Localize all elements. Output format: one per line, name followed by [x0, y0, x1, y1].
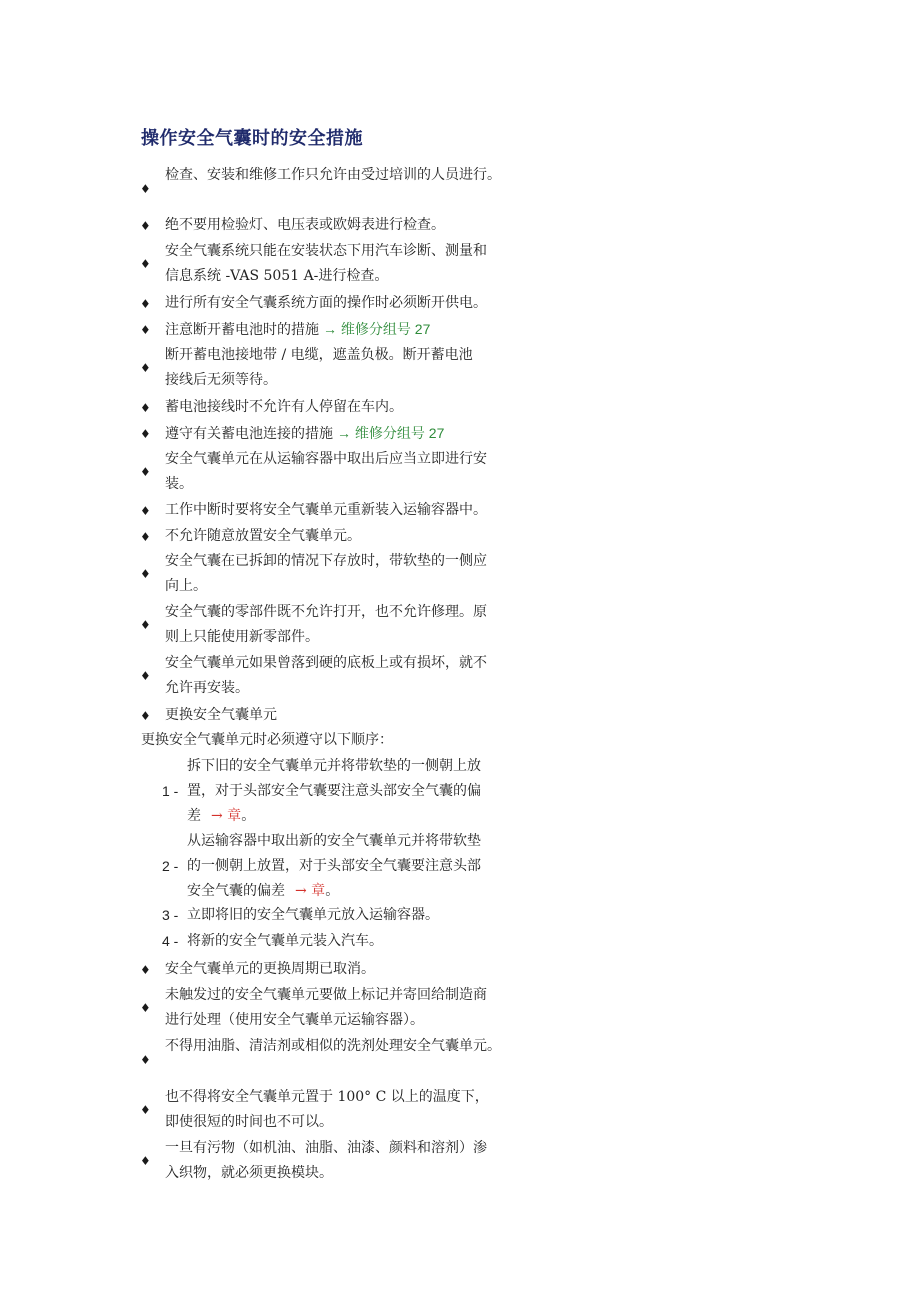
step-line: [187, 929, 383, 954]
list-item-text: 未触发过的安全气囊单元要做上标记并寄回给制造商: [165, 987, 487, 1003]
list-item-text: 遵守有关蓄电池连接的措施: [165, 426, 333, 442]
list-item-text: 更换安全气囊单元: [165, 707, 277, 723]
chapter-link[interactable]: → 章: [295, 883, 326, 899]
list-item-line: [165, 1085, 530, 1110]
list-item-text: 入织物，就必须更换模块。: [165, 1165, 333, 1181]
list-item-text: 进行所有安全气囊系统方面的操作时必须断开供电。: [165, 295, 487, 311]
bullet-icon: ♦: [140, 297, 151, 311]
list-item-line: [165, 343, 530, 368]
list-item-line: [165, 1110, 530, 1135]
list-item-line: [165, 447, 530, 472]
step-text: 从运输容器中取出新的安全气囊单元并将带软垫: [187, 833, 481, 849]
bullet-icon: ♦: [140, 530, 151, 544]
bullet-icon: ♦: [140, 465, 151, 479]
repair-group-link[interactable]: → 维修分组号 27: [323, 321, 431, 337]
list-item-line: [165, 676, 530, 701]
list-item-line: [165, 368, 530, 393]
bullet-icon: ♦: [140, 219, 151, 233]
bullet-icon: ♦: [140, 427, 151, 441]
list-item-text: 注意断开蓄电池时的措施: [165, 322, 319, 338]
list-item-text: 绝不要用检验灯、电压表或欧姆表进行检查。: [165, 217, 445, 233]
list-item-line: [165, 1008, 530, 1033]
list-item-line: [165, 957, 530, 982]
sequence-intro: 更换安全气囊单元时必须遵守以下顺序：: [141, 732, 393, 748]
list-item-line: [165, 549, 530, 574]
list-item-line: [165, 264, 530, 289]
step-text: 将新的安全气囊单元装入汽车。: [187, 933, 383, 949]
bullet-icon: ♦: [140, 401, 151, 415]
step-line: [187, 804, 255, 829]
list-item-text: 不允许随意放置安全气囊单元。: [165, 528, 361, 544]
list-item-text: 安全气囊的零部件既不允许打开，也不允许修理。原: [165, 604, 487, 620]
bullet-icon: ♦: [140, 323, 151, 337]
list-item-text: 向上。: [165, 578, 207, 594]
list-item-text: 安全气囊单元在从运输容器中取出后应当立即进行安: [165, 451, 487, 467]
list-item-line: [165, 421, 530, 447]
list-item-text: 检查、安装和维修工作只允许由受过培训的人员进行。: [165, 167, 501, 183]
list-item-text: 不得用油脂、清洁剂或相似的洗剂处理安全气囊单元。: [165, 1038, 501, 1054]
bullet-icon: ♦: [140, 618, 151, 632]
bullet-icon: ♦: [140, 1103, 151, 1117]
list-item-text: 接线后无须等待。: [165, 372, 277, 388]
step-line: [187, 754, 481, 779]
list-item-line: [165, 163, 530, 188]
step-line: [187, 854, 481, 879]
bullet-icon: ♦: [140, 669, 151, 683]
list-item-line: [165, 600, 530, 625]
step-line: [187, 829, 481, 854]
list-item-text: 工作中断时要将安全气囊单元重新装入运输容器中。: [165, 502, 487, 518]
list-item-text: 装。: [165, 476, 193, 492]
step-line: [187, 779, 481, 804]
bullet-icon: ♦: [140, 504, 151, 518]
step-text: 的一侧朝上放置，对于头部安全气囊要注意头部: [187, 858, 481, 874]
list-item-line: [165, 703, 530, 728]
list-item-line: [165, 1034, 530, 1059]
step-end-punct: 。: [325, 883, 340, 899]
list-item-text: 安全气囊单元的更换周期已取消。: [165, 961, 375, 977]
list-item-line: [165, 317, 530, 343]
step-text: 拆下旧的安全气囊单元并将带软垫的一侧朝上放: [187, 758, 481, 774]
list-item-line: [165, 395, 530, 420]
list-item-line: [165, 472, 530, 497]
list-item-line: [165, 239, 530, 264]
bullet-icon: ♦: [140, 567, 151, 581]
bullet-icon: ♦: [140, 709, 151, 723]
bullet-icon: ♦: [140, 963, 151, 977]
step-number: 3 -: [162, 907, 179, 923]
step-text: 安全气囊的偏差: [187, 883, 285, 899]
list-item-text: 安全气囊在已拆卸的情况下存放时，带软垫的一侧应: [165, 553, 487, 569]
list-item-text: 进行处理（使用安全气囊单元运输容器）。: [165, 1012, 424, 1028]
step-line: [187, 879, 339, 904]
step-end-punct: 。: [241, 808, 256, 824]
list-item-text: 即使很短的时间也不可以。: [165, 1114, 333, 1130]
list-item-text: 安全气囊单元如果曾落到硬的底板上或有损坏，就不: [165, 655, 487, 671]
page-title: 操作安全气囊时的安全措施: [141, 128, 363, 149]
list-item-text: 一旦有污物（如机油、油脂、油漆、颜料和溶剂）渗: [165, 1140, 487, 1156]
list-item-line: [165, 983, 530, 1008]
step-number: 2 -: [162, 858, 179, 874]
bullet-icon: ♦: [140, 1001, 151, 1015]
list-item-line: [165, 651, 530, 676]
list-item-text: 也不得将安全气囊单元置于 100° C 以上的温度下，: [165, 1089, 489, 1105]
list-item-line: [165, 524, 530, 549]
list-item-text: 断开蓄电池接地带 / 电缆，遮盖负极。断开蓄电池: [165, 347, 473, 363]
bullet-icon: ♦: [140, 257, 151, 271]
repair-group-link[interactable]: → 维修分组号 27: [337, 425, 445, 441]
bullet-icon: ♦: [140, 182, 151, 196]
list-item-text: 则上只能使用新零部件。: [165, 629, 319, 645]
step-number: 4 -: [162, 933, 179, 949]
list-item-text: 允许再安装。: [165, 680, 249, 696]
list-item-text: 蓄电池接线时不允许有人停留在车内。: [165, 399, 403, 415]
list-item-line: [165, 625, 530, 650]
list-item-line: [165, 1161, 530, 1186]
list-item-text: 信息系统 -VAS 5051 A-进行检查。: [165, 268, 389, 284]
list-item-text: 安全气囊系统只能在安装状态下用汽车诊断、测量和: [165, 243, 487, 259]
step-number: 1 -: [162, 783, 179, 799]
bullet-icon: ♦: [140, 1053, 151, 1067]
list-item-line: [165, 291, 530, 316]
list-item-line: [165, 574, 530, 599]
list-item-line: [165, 498, 530, 523]
bullet-icon: ♦: [140, 1154, 151, 1168]
list-item-line: [165, 213, 530, 238]
step-text: 立即将旧的安全气囊单元放入运输容器。: [187, 907, 439, 923]
list-item-line: [165, 1136, 530, 1161]
chapter-link[interactable]: → 章: [211, 808, 242, 824]
step-text: 置，对于头部安全气囊要注意头部安全气囊的偏: [187, 783, 481, 799]
bullet-icon: ♦: [140, 361, 151, 375]
step-line: [187, 903, 439, 928]
step-text: 差: [187, 808, 201, 824]
